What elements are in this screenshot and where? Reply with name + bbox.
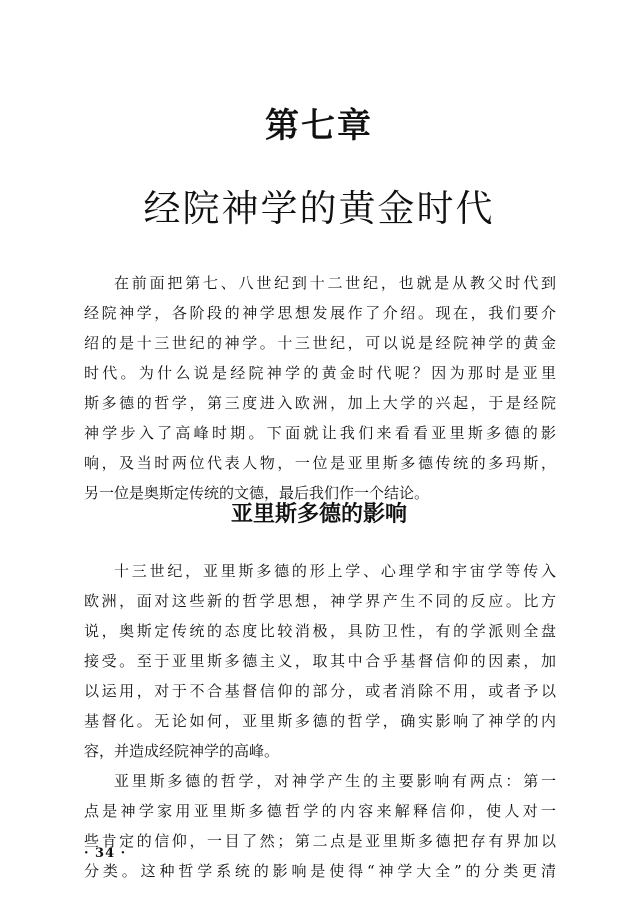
text-line: 说，奥斯定传统的态度比较消极，具防卫性，有的学派则全盘 bbox=[84, 622, 556, 640]
text-line: 神学步入了高峰时期。下面就让我们来看看亚里斯多德的影 bbox=[84, 424, 556, 442]
text-line: 响，及当时两位代表人物，一位是亚里斯多德传统的多玛斯， bbox=[84, 454, 556, 472]
section-heading: 亚里斯多德的影响 bbox=[230, 502, 407, 527]
chapter-number: 第七章 bbox=[265, 106, 373, 146]
text-line: 接受。至于亚里斯多德主义，取其中合乎基督信仰的因素，加 bbox=[84, 652, 556, 670]
text-line: 经院神学，各阶段的神学思想发展作了介绍。现在，我们要介 bbox=[84, 304, 556, 322]
text-line: 分类。这种哲学系统的影响是使得“神学大全”的分类更清 bbox=[84, 862, 556, 880]
text-line: 时代。为什么说是经院神学的黄金时代呢？因为那时是亚里 bbox=[84, 364, 556, 382]
text-line: 些肯定的信仰，一目了然；第二点是亚里斯多德把存有界加以 bbox=[84, 832, 556, 850]
chapter-title: 经院神学的黄金时代 bbox=[143, 187, 495, 230]
text-line: 在前面把第七、八世纪到十二世纪，也就是从教父时代到 bbox=[114, 274, 556, 292]
text-line: 点是神学家用亚里斯多德哲学的内容来解释信仰，使人对一 bbox=[84, 802, 556, 820]
text-line: 另一位是奥斯定传统的文德，最后我们作一个结论。 bbox=[84, 484, 430, 502]
text-line: 绍的是十三世纪的神学。十三世纪，可以说是经院神学的黄金 bbox=[84, 334, 556, 352]
page-number: · 34 · bbox=[84, 846, 127, 861]
text-line: 欧洲，面对这些新的哲学思想，神学界产生不同的反应。比方 bbox=[84, 592, 556, 610]
text-line: 以运用，对于不合基督信仰的部分，或者消除不用，或者予以 bbox=[84, 682, 556, 700]
text-line: 十三世纪，亚里斯多德的形上学、心理学和宇宙学等传入 bbox=[114, 562, 556, 580]
intro-paragraph bbox=[84, 268, 556, 508]
text-line: 基督化。无论如何，亚里斯多德的哲学，确实影响了神学的内 bbox=[84, 712, 556, 730]
section-body bbox=[84, 556, 556, 886]
text-line: 斯多德的哲学，第三度进入欧洲，加上大学的兴起，于是经院 bbox=[84, 394, 556, 412]
text-line: 亚里斯多德的哲学，对神学产生的主要影响有两点：第一 bbox=[114, 772, 556, 790]
text-line: 容，并造成经院神学的高峰。 bbox=[84, 742, 280, 760]
